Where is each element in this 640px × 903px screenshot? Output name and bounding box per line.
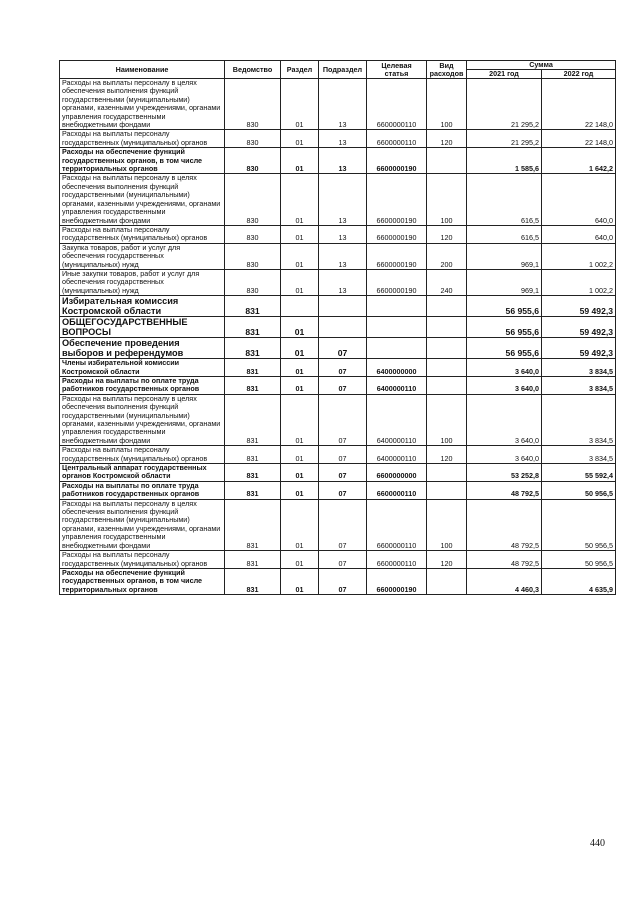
table-row — [60, 359, 616, 377]
cell-sum-2022: 640,0 — [542, 225, 616, 243]
table-row — [60, 464, 616, 482]
cell-dept: 830 — [225, 243, 281, 269]
cell-sum-2021: 56 955,6 — [467, 317, 542, 338]
cell-name: Члены избирательной комиссии Костромской области — [60, 359, 225, 377]
cell-subsection: 13 — [319, 130, 367, 148]
header-name: Наименование — [60, 61, 225, 79]
cell-kind: 120 — [427, 225, 467, 243]
table-row — [60, 394, 616, 445]
cell-sum-2022: 1 002,2 — [542, 243, 616, 269]
cell-subsection: 07 — [319, 551, 367, 569]
cell-target: 6400000000 — [367, 359, 427, 377]
cell-subsection: 07 — [319, 359, 367, 377]
cell-kind — [427, 148, 467, 174]
table-row — [60, 551, 616, 569]
cell-name: Расходы на выплаты персоналу в целях обеспечения выполнения функций государственными (муниципальными) органами, казенными учреждениями, органами управления государственными внебюджетными фондами — [60, 174, 225, 225]
cell-sum-2021: 969,1 — [467, 243, 542, 269]
cell-section — [281, 296, 319, 317]
cell-sum-2021: 48 792,5 — [467, 499, 542, 550]
cell-section: 01 — [281, 79, 319, 130]
cell-target — [367, 317, 427, 338]
cell-subsection: 13 — [319, 225, 367, 243]
cell-name: Расходы на выплаты по оплате труда работников государственных органов — [60, 481, 225, 499]
cell-sum-2021: 3 640,0 — [467, 359, 542, 377]
cell-kind — [427, 464, 467, 482]
cell-sum-2022: 640,0 — [542, 174, 616, 225]
cell-subsection: 07 — [319, 568, 367, 594]
cell-dept: 831 — [225, 481, 281, 499]
cell-sum-2022: 4 635,9 — [542, 568, 616, 594]
cell-dept: 831 — [225, 464, 281, 482]
cell-dept: 831 — [225, 376, 281, 394]
table-row — [60, 225, 616, 243]
cell-subsection: 07 — [319, 481, 367, 499]
cell-section: 01 — [281, 243, 319, 269]
cell-section: 01 — [281, 317, 319, 338]
cell-sum-2021: 56 955,6 — [467, 338, 542, 359]
cell-target — [367, 296, 427, 317]
cell-section: 01 — [281, 225, 319, 243]
cell-target — [367, 338, 427, 359]
table-row — [60, 79, 616, 130]
cell-sum-2022: 50 956,5 — [542, 551, 616, 569]
cell-sum-2021: 21 295,2 — [467, 79, 542, 130]
cell-name: ОБЩЕГОСУДАРСТВЕННЫЕ ВОПРОСЫ — [60, 317, 225, 338]
cell-section: 01 — [281, 338, 319, 359]
header-year-2021: 2021 год — [467, 70, 542, 79]
cell-target: 6600000110 — [367, 79, 427, 130]
cell-name: Центральный аппарат государственных органов Костромской области — [60, 464, 225, 482]
cell-section: 01 — [281, 376, 319, 394]
cell-section: 01 — [281, 481, 319, 499]
cell-sum-2021: 53 252,8 — [467, 464, 542, 482]
cell-kind — [427, 338, 467, 359]
cell-dept: 830 — [225, 269, 281, 295]
budget-table — [59, 60, 616, 595]
cell-dept: 831 — [225, 551, 281, 569]
cell-target: 6600000190 — [367, 174, 427, 225]
cell-kind — [427, 317, 467, 338]
cell-sum-2022: 59 492,3 — [542, 317, 616, 338]
cell-dept: 830 — [225, 130, 281, 148]
cell-dept: 831 — [225, 499, 281, 550]
cell-target: 6600000190 — [367, 148, 427, 174]
cell-target: 6600000190 — [367, 243, 427, 269]
cell-sum-2021: 56 955,6 — [467, 296, 542, 317]
cell-kind — [427, 296, 467, 317]
cell-sum-2022: 22 148,0 — [542, 130, 616, 148]
cell-target: 6600000190 — [367, 568, 427, 594]
cell-kind — [427, 359, 467, 377]
cell-subsection — [319, 296, 367, 317]
cell-sum-2021: 21 295,2 — [467, 130, 542, 148]
cell-kind: 100 — [427, 174, 467, 225]
cell-sum-2022: 3 834,5 — [542, 446, 616, 464]
cell-sum-2022: 22 148,0 — [542, 79, 616, 130]
table-row — [60, 338, 616, 359]
cell-target: 6600000000 — [367, 464, 427, 482]
cell-kind: 100 — [427, 79, 467, 130]
cell-section: 01 — [281, 174, 319, 225]
cell-kind — [427, 376, 467, 394]
cell-dept: 831 — [225, 296, 281, 317]
cell-kind — [427, 481, 467, 499]
header-kind: Вид расходов — [427, 61, 467, 79]
cell-dept: 831 — [225, 568, 281, 594]
cell-sum-2022: 3 834,5 — [542, 376, 616, 394]
cell-sum-2021: 4 460,3 — [467, 568, 542, 594]
cell-subsection: 13 — [319, 269, 367, 295]
cell-section: 01 — [281, 394, 319, 445]
cell-name: Иные закупки товаров, работ и услуг для обеспечения государственных (муниципальных) нужд — [60, 269, 225, 295]
table-header — [60, 61, 616, 79]
cell-target: 6600000110 — [367, 499, 427, 550]
cell-dept: 830 — [225, 174, 281, 225]
cell-sum-2022: 1 642,2 — [542, 148, 616, 174]
cell-section: 01 — [281, 464, 319, 482]
table-row — [60, 130, 616, 148]
cell-name: Расходы на выплаты персоналу в целях обеспечения выполнения функций государственными (муниципальными) органами, казенными учреждениями, органами управления государственными внебюджетными фондами — [60, 499, 225, 550]
cell-subsection: 07 — [319, 446, 367, 464]
table-row — [60, 317, 616, 338]
cell-name: Расходы на выплаты персоналу государственных (муниципальных) органов — [60, 446, 225, 464]
cell-subsection: 13 — [319, 79, 367, 130]
table-row — [60, 269, 616, 295]
cell-name: Расходы на выплаты по оплате труда работников государственных органов — [60, 376, 225, 394]
cell-subsection: 13 — [319, 243, 367, 269]
cell-sum-2021: 1 585,6 — [467, 148, 542, 174]
table-row — [60, 174, 616, 225]
cell-dept: 830 — [225, 148, 281, 174]
cell-dept: 830 — [225, 79, 281, 130]
cell-dept: 831 — [225, 338, 281, 359]
cell-sum-2022: 3 834,5 — [542, 394, 616, 445]
cell-sum-2021: 969,1 — [467, 269, 542, 295]
cell-subsection: 07 — [319, 338, 367, 359]
table-row — [60, 376, 616, 394]
cell-section: 01 — [281, 148, 319, 174]
cell-sum-2021: 3 640,0 — [467, 446, 542, 464]
cell-section: 01 — [281, 130, 319, 148]
cell-target: 6600000190 — [367, 269, 427, 295]
cell-sum-2021: 3 640,0 — [467, 394, 542, 445]
cell-sum-2022: 59 492,3 — [542, 338, 616, 359]
cell-section: 01 — [281, 269, 319, 295]
cell-name: Расходы на выплаты персоналу государственных (муниципальных) органов — [60, 130, 225, 148]
header-sum: Сумма — [467, 61, 616, 70]
cell-subsection: 07 — [319, 376, 367, 394]
cell-name: Закупка товаров, работ и услуг для обеспечения государственных (муниципальных) нужд — [60, 243, 225, 269]
header-year-2022: 2022 год — [542, 70, 616, 79]
cell-section: 01 — [281, 568, 319, 594]
cell-dept: 831 — [225, 446, 281, 464]
cell-target: 6600000110 — [367, 130, 427, 148]
table-row — [60, 499, 616, 550]
table-row — [60, 446, 616, 464]
cell-kind: 100 — [427, 394, 467, 445]
cell-target: 6400000110 — [367, 446, 427, 464]
cell-sum-2021: 48 792,5 — [467, 551, 542, 569]
cell-subsection: 13 — [319, 148, 367, 174]
cell-section: 01 — [281, 551, 319, 569]
cell-kind: 120 — [427, 446, 467, 464]
cell-subsection: 13 — [319, 174, 367, 225]
table-row — [60, 243, 616, 269]
cell-name: Расходы на выплаты персоналу в целях обеспечения выполнения функций государственными (муниципальными) органами, казенными учреждениями, органами управления государственными внебюджетными фондами — [60, 394, 225, 445]
cell-name: Избирательная комиссия Костромской области — [60, 296, 225, 317]
cell-sum-2021: 616,5 — [467, 174, 542, 225]
cell-sum-2022: 1 002,2 — [542, 269, 616, 295]
cell-sum-2022: 55 592,4 — [542, 464, 616, 482]
cell-dept: 831 — [225, 359, 281, 377]
cell-subsection: 07 — [319, 394, 367, 445]
table-row — [60, 296, 616, 317]
cell-kind — [427, 568, 467, 594]
cell-section: 01 — [281, 446, 319, 464]
cell-subsection: 07 — [319, 499, 367, 550]
cell-subsection — [319, 317, 367, 338]
header-subsection: Подраздел — [319, 61, 367, 79]
cell-kind: 120 — [427, 130, 467, 148]
cell-dept: 830 — [225, 225, 281, 243]
cell-name: Расходы на выплаты персоналу государственных (муниципальных) органов — [60, 225, 225, 243]
cell-sum-2021: 48 792,5 — [467, 481, 542, 499]
table-row — [60, 481, 616, 499]
cell-target: 6600000110 — [367, 551, 427, 569]
cell-subsection: 07 — [319, 464, 367, 482]
cell-name: Расходы на обеспечение функций государственных органов, в том числе территориальных органов — [60, 148, 225, 174]
cell-kind: 240 — [427, 269, 467, 295]
cell-target: 6400000110 — [367, 376, 427, 394]
header-dept: Ведомство — [225, 61, 281, 79]
cell-section: 01 — [281, 359, 319, 377]
cell-name: Расходы на обеспечение функций государственных органов, в том числе территориальных органов — [60, 568, 225, 594]
cell-target: 6600000110 — [367, 481, 427, 499]
cell-sum-2022: 3 834,5 — [542, 359, 616, 377]
cell-kind: 200 — [427, 243, 467, 269]
cell-sum-2021: 616,5 — [467, 225, 542, 243]
cell-sum-2022: 59 492,3 — [542, 296, 616, 317]
cell-target: 6400000110 — [367, 394, 427, 445]
header-section: Раздел — [281, 61, 319, 79]
header-target: Целевая статья — [367, 61, 427, 79]
cell-name: Обеспечение проведения выборов и референдумов — [60, 338, 225, 359]
cell-dept: 831 — [225, 317, 281, 338]
cell-kind: 120 — [427, 551, 467, 569]
cell-name: Расходы на выплаты персоналу в целях обеспечения выполнения функций государственными (муниципальными) органами, казенными учреждениями, органами управления государственными внебюджетными фондами — [60, 79, 225, 130]
cell-sum-2022: 50 956,5 — [542, 481, 616, 499]
cell-kind: 100 — [427, 499, 467, 550]
cell-target: 6600000190 — [367, 225, 427, 243]
page-number: 440 — [590, 838, 605, 849]
cell-sum-2021: 3 640,0 — [467, 376, 542, 394]
table-body — [60, 79, 616, 595]
cell-sum-2022: 50 956,5 — [542, 499, 616, 550]
table-row — [60, 568, 616, 594]
cell-section: 01 — [281, 499, 319, 550]
table-row — [60, 148, 616, 174]
cell-name: Расходы на выплаты персоналу государственных (муниципальных) органов — [60, 551, 225, 569]
cell-dept: 831 — [225, 394, 281, 445]
